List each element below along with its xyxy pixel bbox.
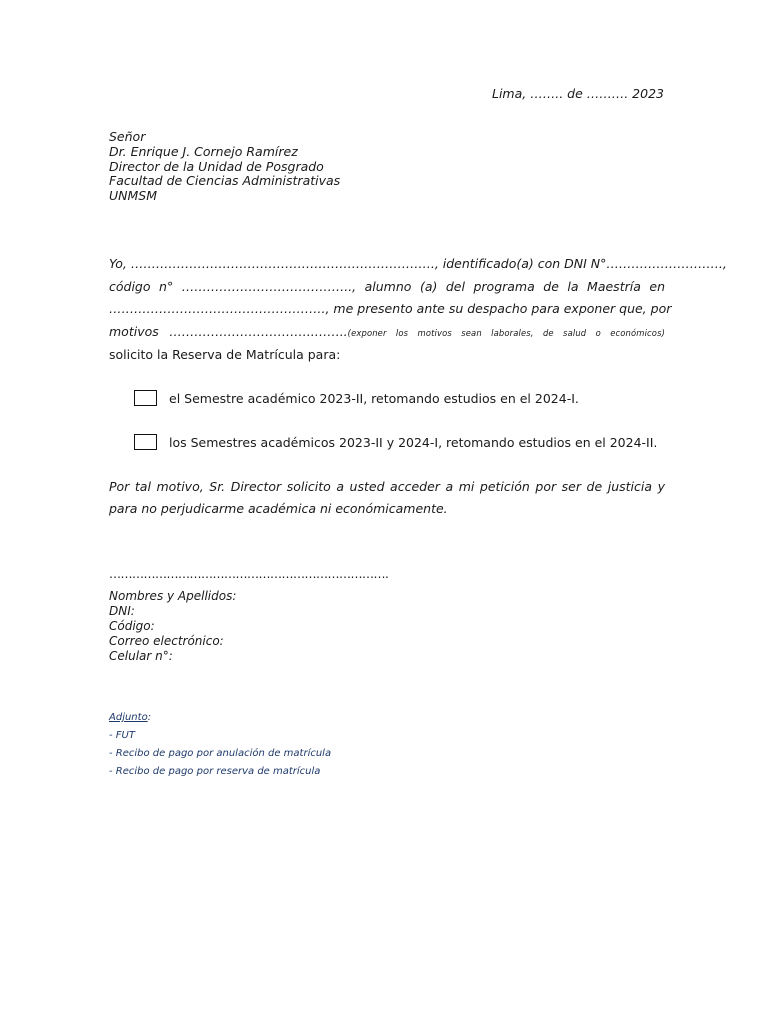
body-line-code: código n° ………………………………….., alumno (a) del programa de la Maestría en (109, 278, 665, 294)
field-names: Nombres y Apellidos: (109, 589, 237, 603)
option-one-label: el Semestre académico 2023-II, retomando estudios en el 2024-I. (169, 390, 579, 406)
option-two-checkbox[interactable] (134, 434, 157, 450)
letter-body (109, 253, 727, 367)
option-one-checkbox[interactable] (134, 390, 157, 406)
attachments-heading (109, 709, 331, 727)
option-two-semesters (134, 434, 657, 450)
recipient-block (109, 130, 340, 204)
attachments-title: Adjunto (109, 712, 148, 723)
option-two-label: los Semestres académicos 2023-II y 2024-I, retomando estudios en el 2024-II. (169, 434, 658, 450)
field-dni: DNI: (109, 604, 135, 618)
body-line-reasons (109, 321, 665, 345)
option-one-semester (134, 390, 579, 406)
body-line-presentation: ……………………………………………., me presento ante su despacho para exponer que, por (109, 301, 672, 316)
field-phone: Celular n°: (109, 649, 173, 663)
reasons-blank: motivos ……………………………..…….. (109, 323, 348, 339)
attachment-item: - Recibo de pago por reserva de matrícula (109, 766, 321, 777)
attachments-colon: : (147, 712, 152, 723)
field-email: Correo electrónico: (109, 634, 224, 648)
letter-date: Lima, …….. de ………. 2023 (492, 86, 664, 101)
attachment-item: - FUT (109, 730, 135, 741)
reasons-note: (exponer los motivos sean laborales, de salud o económicos) (347, 327, 666, 338)
signature-fields (109, 589, 236, 664)
signature-line: ………………………………………………………………. (109, 567, 389, 581)
recipient-title: Director de la Unidad de Posgrado (109, 158, 324, 174)
recipient-university: UNMSM (109, 188, 158, 204)
recipient-name: Dr. Enrique J. Cornejo Ramírez (109, 143, 298, 159)
field-code: Código: (109, 619, 155, 633)
attachments (109, 709, 331, 781)
body-line-identification: Yo, ………………………………………………………………., identificado(a) con DNI N°………………………., (109, 256, 727, 271)
attachment-item: - Recibo de pago por anulación de matrícula (109, 748, 332, 759)
recipient-faculty: Facultad de Ciencias Administrativas (109, 173, 341, 189)
closing-paragraph: Por tal motivo, Sr. Director solicito a usted acceder a mi petición por ser de justicia y para no perjudicarme académica ni económicamente. (109, 479, 665, 516)
body-line-request: solicito la Reserva de Matrícula para: (109, 347, 341, 362)
recipient-salutation: Señor (109, 129, 146, 144)
